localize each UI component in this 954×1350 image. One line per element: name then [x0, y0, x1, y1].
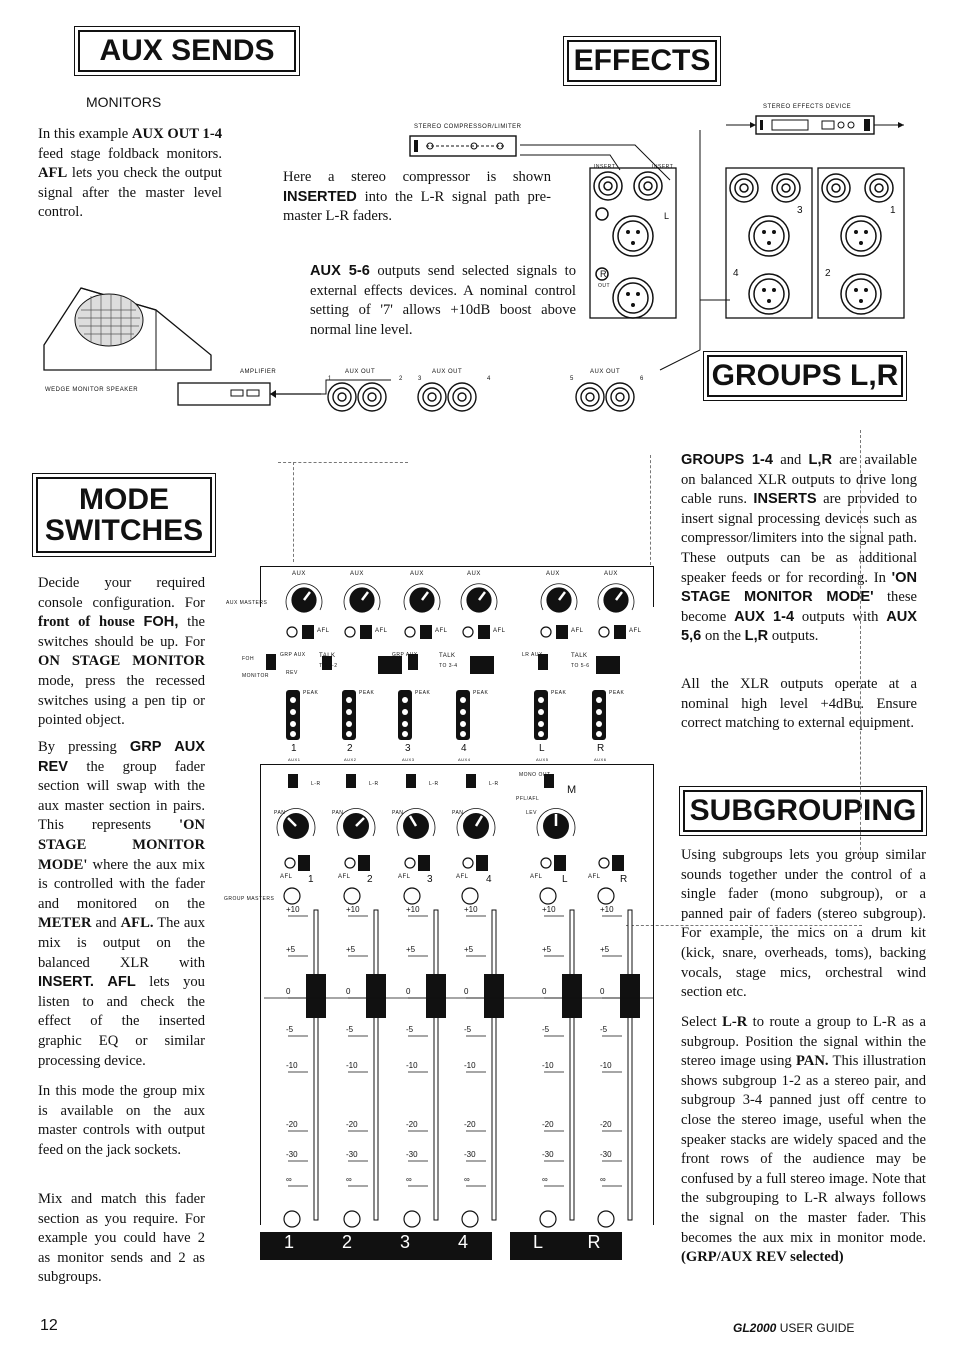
mode-paragraph-2: By pressing GRP AUX REV the group fader section will swap with the aux master section in pairs. This represents 'ON STAGE MONITOR MODE' where the aux mix is controlled with the fader and monitored on the METER and AFL. The aux mix is output on the balanced XLR with INSERT. AFL lets you listen to and check the effect of the inserted graphic EQ or similar processing device. — [38, 739, 206, 1069]
group-num-4: 4 — [486, 874, 493, 885]
mode-switches-title — [36, 477, 212, 553]
signal-lines — [500, 120, 740, 380]
guide-dashed-3 — [860, 430, 861, 860]
foh-label: FOH — [242, 656, 255, 662]
strip-num-4: 4 — [457, 1232, 468, 1252]
stereo-compressor-label: STEREO COMPRESSOR/LIMITER — [414, 124, 522, 130]
jack-num-4: 4 — [487, 376, 491, 382]
fader-scale-label: -5 — [542, 1025, 550, 1034]
fader-number-strip — [260, 1232, 622, 1260]
group-afl-1: AFL — [280, 874, 293, 880]
fader-top-screw — [284, 888, 300, 904]
meter-label-2: 2 — [347, 743, 354, 754]
fader-knob[interactable] — [306, 974, 326, 1018]
fader-scale-label: -5 — [406, 1025, 414, 1034]
talk-3: TALK — [571, 653, 588, 659]
peak-3: PEAK — [415, 690, 431, 696]
fader-bank — [264, 886, 654, 1236]
lr-2: L-R — [369, 781, 379, 787]
fader-scale-label: -10 — [406, 1061, 418, 1070]
fader-knob[interactable] — [484, 974, 504, 1018]
jack-num-6: 6 — [640, 376, 644, 382]
fader-scale-label: 0 — [346, 987, 351, 996]
afl-aux-3: AFL — [435, 628, 448, 634]
fader-scale-label: -10 — [464, 1061, 476, 1070]
fader-scale-label: +10 — [346, 905, 360, 914]
jack-num-5: 5 — [570, 376, 574, 382]
group-afl-5: AFL — [530, 874, 543, 880]
fader-scale-label: ∞ — [464, 1175, 470, 1184]
aux-sends-paragraph: In this example AUX OUT 1-4 feed stage foldback monitors. AFL lets you check the output signal after the master level control. — [38, 126, 223, 221]
mode-title-line2: SWITCHES — [44, 514, 204, 547]
group-afl-4: AFL — [456, 874, 469, 880]
fader-slot — [492, 910, 496, 1220]
meter-sub-2: AUX2 — [344, 757, 357, 762]
guide-dashed-1 — [293, 462, 294, 562]
fader-scale-label: +10 — [542, 905, 556, 914]
stereo-effects-label: STEREO EFFECTS DEVICE — [763, 104, 852, 110]
aux-knob-label-3: AUX — [410, 571, 424, 577]
meter-sub-3: AUX3 — [402, 757, 415, 762]
fader-scale-label: -30 — [346, 1150, 358, 1159]
fader-scale-label: ∞ — [346, 1175, 352, 1184]
insert-label-r: INSERT — [652, 164, 674, 170]
lr-3: L-R — [429, 781, 439, 787]
fader-top-screw — [404, 888, 420, 904]
jack-num-3: 3 — [418, 376, 422, 382]
subgrouping-paragraph-2: Select L-R to route a group to L-R as a subgroup. Position the signal within the stereo image using PAN. This illustration shows subgroup 1-2 as a stereo pair, and subgroup 3-4 panned just off centre to close the stereo image, useful when the speaker stacks are widely spaced and the front rows of the audience may be confused by a full stereo image. Note that the subgrouping to L-R always follows the signal on the master fader. This becomes the aux mix in monitor mode. (GRP/AUX REV selected) — [681, 1014, 927, 1266]
aux-knobs — [264, 566, 654, 626]
aux-knob-label-6: AUX — [604, 571, 618, 577]
strip-num-2: 2 — [341, 1232, 352, 1252]
fader-scale-label: -30 — [464, 1150, 476, 1159]
meter-sub-4: AUX4 — [458, 757, 471, 762]
fader-scale-label: -20 — [286, 1120, 298, 1129]
fader-bottom-screw — [284, 1211, 300, 1227]
meter-label-3: 3 — [405, 743, 412, 754]
lev-label: LEV — [526, 810, 537, 816]
fader-scale-label: -20 — [346, 1120, 358, 1129]
talk-2: TALK — [439, 653, 456, 659]
group-num-2: 2 — [367, 874, 374, 885]
peak-1: PEAK — [303, 690, 319, 696]
aux-afl-buttons — [284, 622, 644, 642]
fader-scale-label: -5 — [346, 1025, 354, 1034]
afl-aux-1: AFL — [317, 628, 330, 634]
fader-scale-label: +10 — [464, 905, 478, 914]
rev-label: REV — [286, 670, 298, 676]
fader-scale-label: 0 — [406, 987, 411, 996]
afl-aux-2: AFL — [375, 628, 388, 634]
afl-aux-6: AFL — [629, 628, 642, 634]
fader-bottom-screw — [540, 1211, 556, 1227]
meter-sub-1: AUX1 — [288, 757, 301, 762]
fader-scale-label: -10 — [286, 1061, 298, 1070]
afl-aux-4: AFL — [493, 628, 506, 634]
mode-paragraph-1: Decide your required console configuration. For front of house FOH, the switches should be up. For ON STAGE MONITOR mode, press the recessed switches using a pen tip or pointed object. — [38, 575, 205, 729]
console-illustration — [224, 560, 656, 1280]
fader-scale-label: -20 — [406, 1120, 418, 1129]
fader-scale-label: -30 — [286, 1150, 298, 1159]
effects-title: EFFECTS — [567, 40, 717, 82]
fader-scale-label: -5 — [600, 1025, 608, 1034]
groups-paragraph-1: GROUPS 1-4 and L,R are available on balanced XLR outputs to drive long cable runs. INSERTS are provided to insert signal processing devices such as compressor/limiters into the signal path. These outputs can be as additional speaker feeds or for recording. In 'ON STAGE MONITOR MODE' these become AUX 1-4 outputs with AUX 5,6 on the L,R outputs. — [681, 452, 917, 645]
group-afl-3: AFL — [398, 874, 411, 880]
pan-2: PAN — [332, 810, 344, 816]
fader-scale-label: -30 — [600, 1150, 612, 1159]
subgrouping-title: SUBGROUPING — [683, 790, 923, 832]
fader-scale-label: +10 — [286, 905, 300, 914]
group-num-5: L — [562, 874, 569, 885]
fader-scale-label: ∞ — [600, 1175, 606, 1184]
group-num-1: 1 — [308, 874, 315, 885]
fader-scale-label: 0 — [542, 987, 547, 996]
grp-aux-3: LR AUX — [522, 652, 543, 658]
mode-paragraph-3: In this mode the group mix is available on the aux master controls with output feed on the jack sockets. — [38, 1083, 205, 1158]
page-number: 12 — [40, 1317, 58, 1334]
group-num-6: R — [620, 874, 628, 885]
fader-bottom-screw — [598, 1211, 614, 1227]
mono-m-label: M — [567, 784, 577, 796]
fader-knob[interactable] — [620, 974, 640, 1018]
guide-dashed-2 — [650, 455, 651, 565]
peak-5: PEAK — [551, 690, 567, 696]
guide-dashed-top — [278, 462, 408, 463]
xlr-num-3: 3 — [797, 205, 804, 216]
fader-slot — [628, 910, 632, 1220]
aux-out-jacks — [320, 375, 650, 420]
aux-out-label-3: AUX OUT — [590, 369, 621, 375]
meter-label-6: R — [597, 743, 605, 754]
peak-2: PEAK — [359, 690, 375, 696]
fader-knob[interactable] — [562, 974, 582, 1018]
fader-knob[interactable] — [366, 974, 386, 1018]
fader-scale-label: +5 — [464, 945, 474, 954]
compressor-paragraph: Here a stereo compressor is shown INSERTED into the L-R signal path pre-master L-R faders. — [283, 169, 551, 225]
grp-aux-2: GRP AUX — [392, 652, 418, 658]
fader-scale-label: +5 — [346, 945, 356, 954]
fader-scale-label: +5 — [406, 945, 416, 954]
meter-label-5: L — [539, 743, 546, 754]
panel-r: R — [600, 269, 607, 279]
lr-1: L-R — [311, 781, 321, 787]
aux-knob-label-5: AUX — [546, 571, 560, 577]
aux-masters-label: AUX MASTERS — [226, 600, 268, 606]
meter-label-4: 4 — [461, 743, 468, 754]
peak-6: PEAK — [609, 690, 625, 696]
pan-1: PAN — [274, 810, 286, 816]
fader-scale-label: ∞ — [542, 1175, 548, 1184]
aux-sends-title: AUX SENDS — [78, 30, 296, 72]
aux-knob-label-1: AUX — [292, 571, 306, 577]
fader-bottom-screw — [344, 1211, 360, 1227]
jack-num-1: 1 — [328, 376, 332, 382]
fader-scale-label: 0 — [600, 987, 605, 996]
fader-scale-label: -20 — [542, 1120, 554, 1129]
effects-device-unit — [726, 112, 906, 138]
insert-label-l: INSERT — [594, 164, 616, 170]
meter-label-1: 1 — [291, 743, 298, 754]
fader-slot — [314, 910, 318, 1220]
aux-out-label-1: AUX OUT — [345, 369, 376, 375]
fader-scale-label: ∞ — [286, 1175, 292, 1184]
fader-knob[interactable] — [426, 974, 446, 1018]
fader-slot — [570, 910, 574, 1220]
fader-scale-label: -30 — [406, 1150, 418, 1159]
fader-slot — [434, 910, 438, 1220]
strip-num-1: 1 — [283, 1232, 294, 1252]
xlr-num-2: 2 — [825, 268, 832, 279]
strip-num-3: 3 — [399, 1232, 410, 1252]
fader-top-screw — [462, 888, 478, 904]
mono-out-label: MONO OUT — [519, 772, 551, 778]
peak-4: PEAK — [473, 690, 489, 696]
talk-to-2: TO 3-4 — [439, 663, 458, 669]
fader-scale-label: +10 — [406, 905, 420, 914]
jack-num-2: 2 — [399, 376, 403, 382]
fader-scale-label: -20 — [600, 1120, 612, 1129]
monitor-label: MONITOR — [242, 673, 270, 679]
fader-bottom-screw — [404, 1211, 420, 1227]
aux-knob-label-4: AUX — [467, 571, 481, 577]
grp-aux-1: GRP AUX — [280, 652, 306, 658]
fader-scale-label: +5 — [286, 945, 296, 954]
fader-top-screw — [598, 888, 614, 904]
aux-out-label-2: AUX OUT — [432, 369, 463, 375]
groups-paragraph-2: All the XLR outputs operate at a nominal high level +4dBu. Ensure correct matching to external equipment. — [681, 676, 917, 732]
xlr-num-1: 1 — [890, 205, 897, 216]
fader-scale-label: +10 — [600, 905, 614, 914]
talk-to-3: TO 5-6 — [571, 663, 590, 669]
fader-scale-label: +5 — [600, 945, 610, 954]
fader-scale-label: 0 — [464, 987, 469, 996]
pfl-afl-label: PFL/AFL — [516, 796, 540, 802]
group-afl-6: AFL — [588, 874, 601, 880]
monitors-subheading: MONITORS — [86, 94, 162, 110]
meter-sub-5: AUX5 — [536, 757, 549, 762]
strip-num-5: L — [532, 1232, 543, 1252]
fader-scale-label: -5 — [464, 1025, 472, 1034]
group-num-3: 3 — [427, 874, 434, 885]
wedge-label: WEDGE MONITOR SPEAKER — [45, 387, 139, 393]
fader-scale-label: -10 — [542, 1061, 554, 1070]
fader-scale-label: 0 — [286, 987, 291, 996]
meter-bank — [264, 688, 644, 744]
fader-slot — [374, 910, 378, 1220]
fader-scale-label: -10 — [346, 1061, 358, 1070]
fader-scale-label: -20 — [464, 1120, 476, 1129]
lr-4: L-R — [489, 781, 499, 787]
fader-top-screw — [344, 888, 360, 904]
fader-scale-label: ∞ — [406, 1175, 412, 1184]
groups-connector-panel — [724, 160, 914, 330]
panel-out: OUT — [598, 283, 611, 289]
fader-bottom-screw — [462, 1211, 478, 1227]
mode-title-line1: MODE — [79, 482, 169, 516]
meter-sub-6: AUX6 — [594, 757, 607, 762]
guide-name: GL2000 USER GUIDE — [733, 1321, 855, 1335]
mode-paragraph-4: Mix and match this fader section as you require. For example you could have 2 as monitor sends and 2 as subgroups. — [38, 1191, 205, 1286]
group-afl-2: AFL — [338, 874, 351, 880]
aux56-paragraph: AUX 5-6 outputs send selected signals to external effects devices. A nominal control setting of '7' allows +10dB boost above normal line level. — [310, 263, 576, 338]
fader-scale-label: -30 — [542, 1150, 554, 1159]
grp-masters-label: GROUP MASTERS — [224, 896, 275, 902]
amplifier-label: AMPLIFIER — [240, 369, 277, 375]
fader-scale-label: -10 — [600, 1061, 612, 1070]
guide-dashed-sub — [626, 925, 862, 926]
fader-top-screw — [540, 888, 556, 904]
xlr-num-4: 4 — [733, 268, 740, 279]
group-afl-buttons — [284, 852, 644, 874]
pan-3: PAN — [392, 810, 404, 816]
panel-l: L — [664, 211, 670, 221]
groups-lr-title: GROUPS L,R — [707, 355, 903, 397]
talk-1: TALK — [319, 653, 336, 659]
aux-knob-label-2: AUX — [350, 571, 364, 577]
subgrouping-paragraph-1: Using subgroups lets you group similar sounds together under the control of a single fader (mono subgroup), or a panned pair of faders (stereo subgroup). For example, the mics on a drum kit (kick, snare, overheads, toms), backing vocals, stage mics, orchestral wind section etc. — [681, 847, 926, 1001]
pan-4: PAN — [452, 810, 464, 816]
fader-scale-label: +5 — [542, 945, 552, 954]
fader-scale-label: -5 — [286, 1025, 294, 1034]
strip-num-6: R — [587, 1232, 601, 1252]
talk-to-1: TO 1-2 — [319, 663, 338, 669]
afl-aux-5: AFL — [571, 628, 584, 634]
